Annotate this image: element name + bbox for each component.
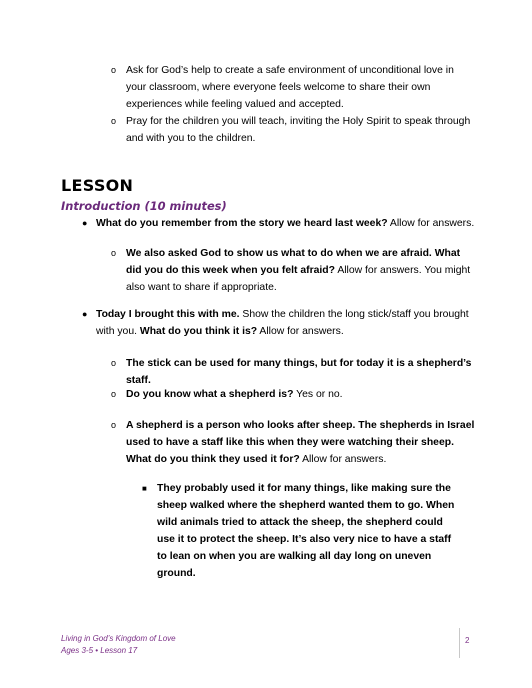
question-2c-note: Allow for answers.: [299, 454, 387, 465]
bullet-circle-icon: o: [111, 420, 117, 430]
question-1-note: Allow for answers.: [387, 218, 475, 229]
bullet-circle-icon: o: [111, 389, 117, 399]
question-2c-detail: [157, 480, 457, 582]
footer-subtitle: Ages 3-5 • Lesson 17: [61, 646, 138, 655]
question-1a-bold: We also asked God to show us what to do when we are afraid. What did you do this week when you felt afraid?: [126, 248, 461, 276]
bullet-dot-icon: ●: [82, 309, 88, 319]
question-2c-detail-bold: They probably used it for many things, like making sure the sheep walked where the shepherd wanted them to go. When wild animals tried to attack the sheep, the shepherd could use it to protect the sheep. It’s also very nice to have a staff to lean on when you are walking all day long on uneven ground.: [157, 483, 455, 579]
question-1-bold: What do you remember from the story we heard last week?: [96, 218, 388, 229]
question-2-bold-1: Today I brought this with me.: [96, 309, 240, 320]
page-number: 2: [465, 636, 470, 645]
question-1: [96, 215, 481, 232]
question-2b-note: Yes or no.: [293, 389, 343, 400]
bullet-circle-icon: o: [111, 65, 117, 75]
question-2c-bold: A shepherd is a person who looks after sheep. The shepherds in Israel used to have a staff like this when they were watching their sheep. What do you think they used it for?: [126, 420, 475, 465]
question-2a-bold: The stick can be used for many things, but for today it is a shepherd’s staff.: [126, 358, 472, 386]
question-2b: [126, 386, 476, 403]
bullet-dot-icon: ●: [82, 218, 88, 228]
bullet-circle-icon: o: [111, 358, 117, 368]
question-2: [96, 306, 481, 340]
prep-item-1: Ask for God’s help to create a safe environment of unconditional love in your classroom, where everyone feels welcome to share their own experiences while feeling valued and accepted.: [126, 65, 454, 110]
lesson-heading: LESSON: [61, 176, 134, 195]
question-1a: [126, 245, 476, 296]
question-1a-note: Allow for answers. You might also want to share if appropriate.: [126, 265, 471, 293]
bullet-square-icon: ■: [142, 484, 147, 493]
section-heading: Introduction (10 minutes): [61, 199, 227, 213]
question-2-mid: Show the children the long stick/staff you brought with you.: [96, 309, 469, 337]
question-2-bold-2: What do you think it is?: [139, 326, 258, 337]
question-2a: [126, 355, 486, 389]
footer-title: Living in God’s Kingdom of Love: [61, 634, 176, 643]
footer-divider: [459, 628, 460, 658]
bullet-circle-icon: o: [111, 116, 117, 126]
bullet-circle-icon: o: [111, 248, 117, 258]
question-2c: [126, 417, 476, 468]
prep-item-2: Pray for the children you will teach, inviting the Holy Spirit to speak through and with you to the children.: [126, 116, 471, 144]
page-footer: [61, 633, 176, 657]
question-2b-bold: Do you know what a shepherd is?: [126, 389, 294, 400]
question-2-note: Allow for answers.: [257, 326, 344, 337]
